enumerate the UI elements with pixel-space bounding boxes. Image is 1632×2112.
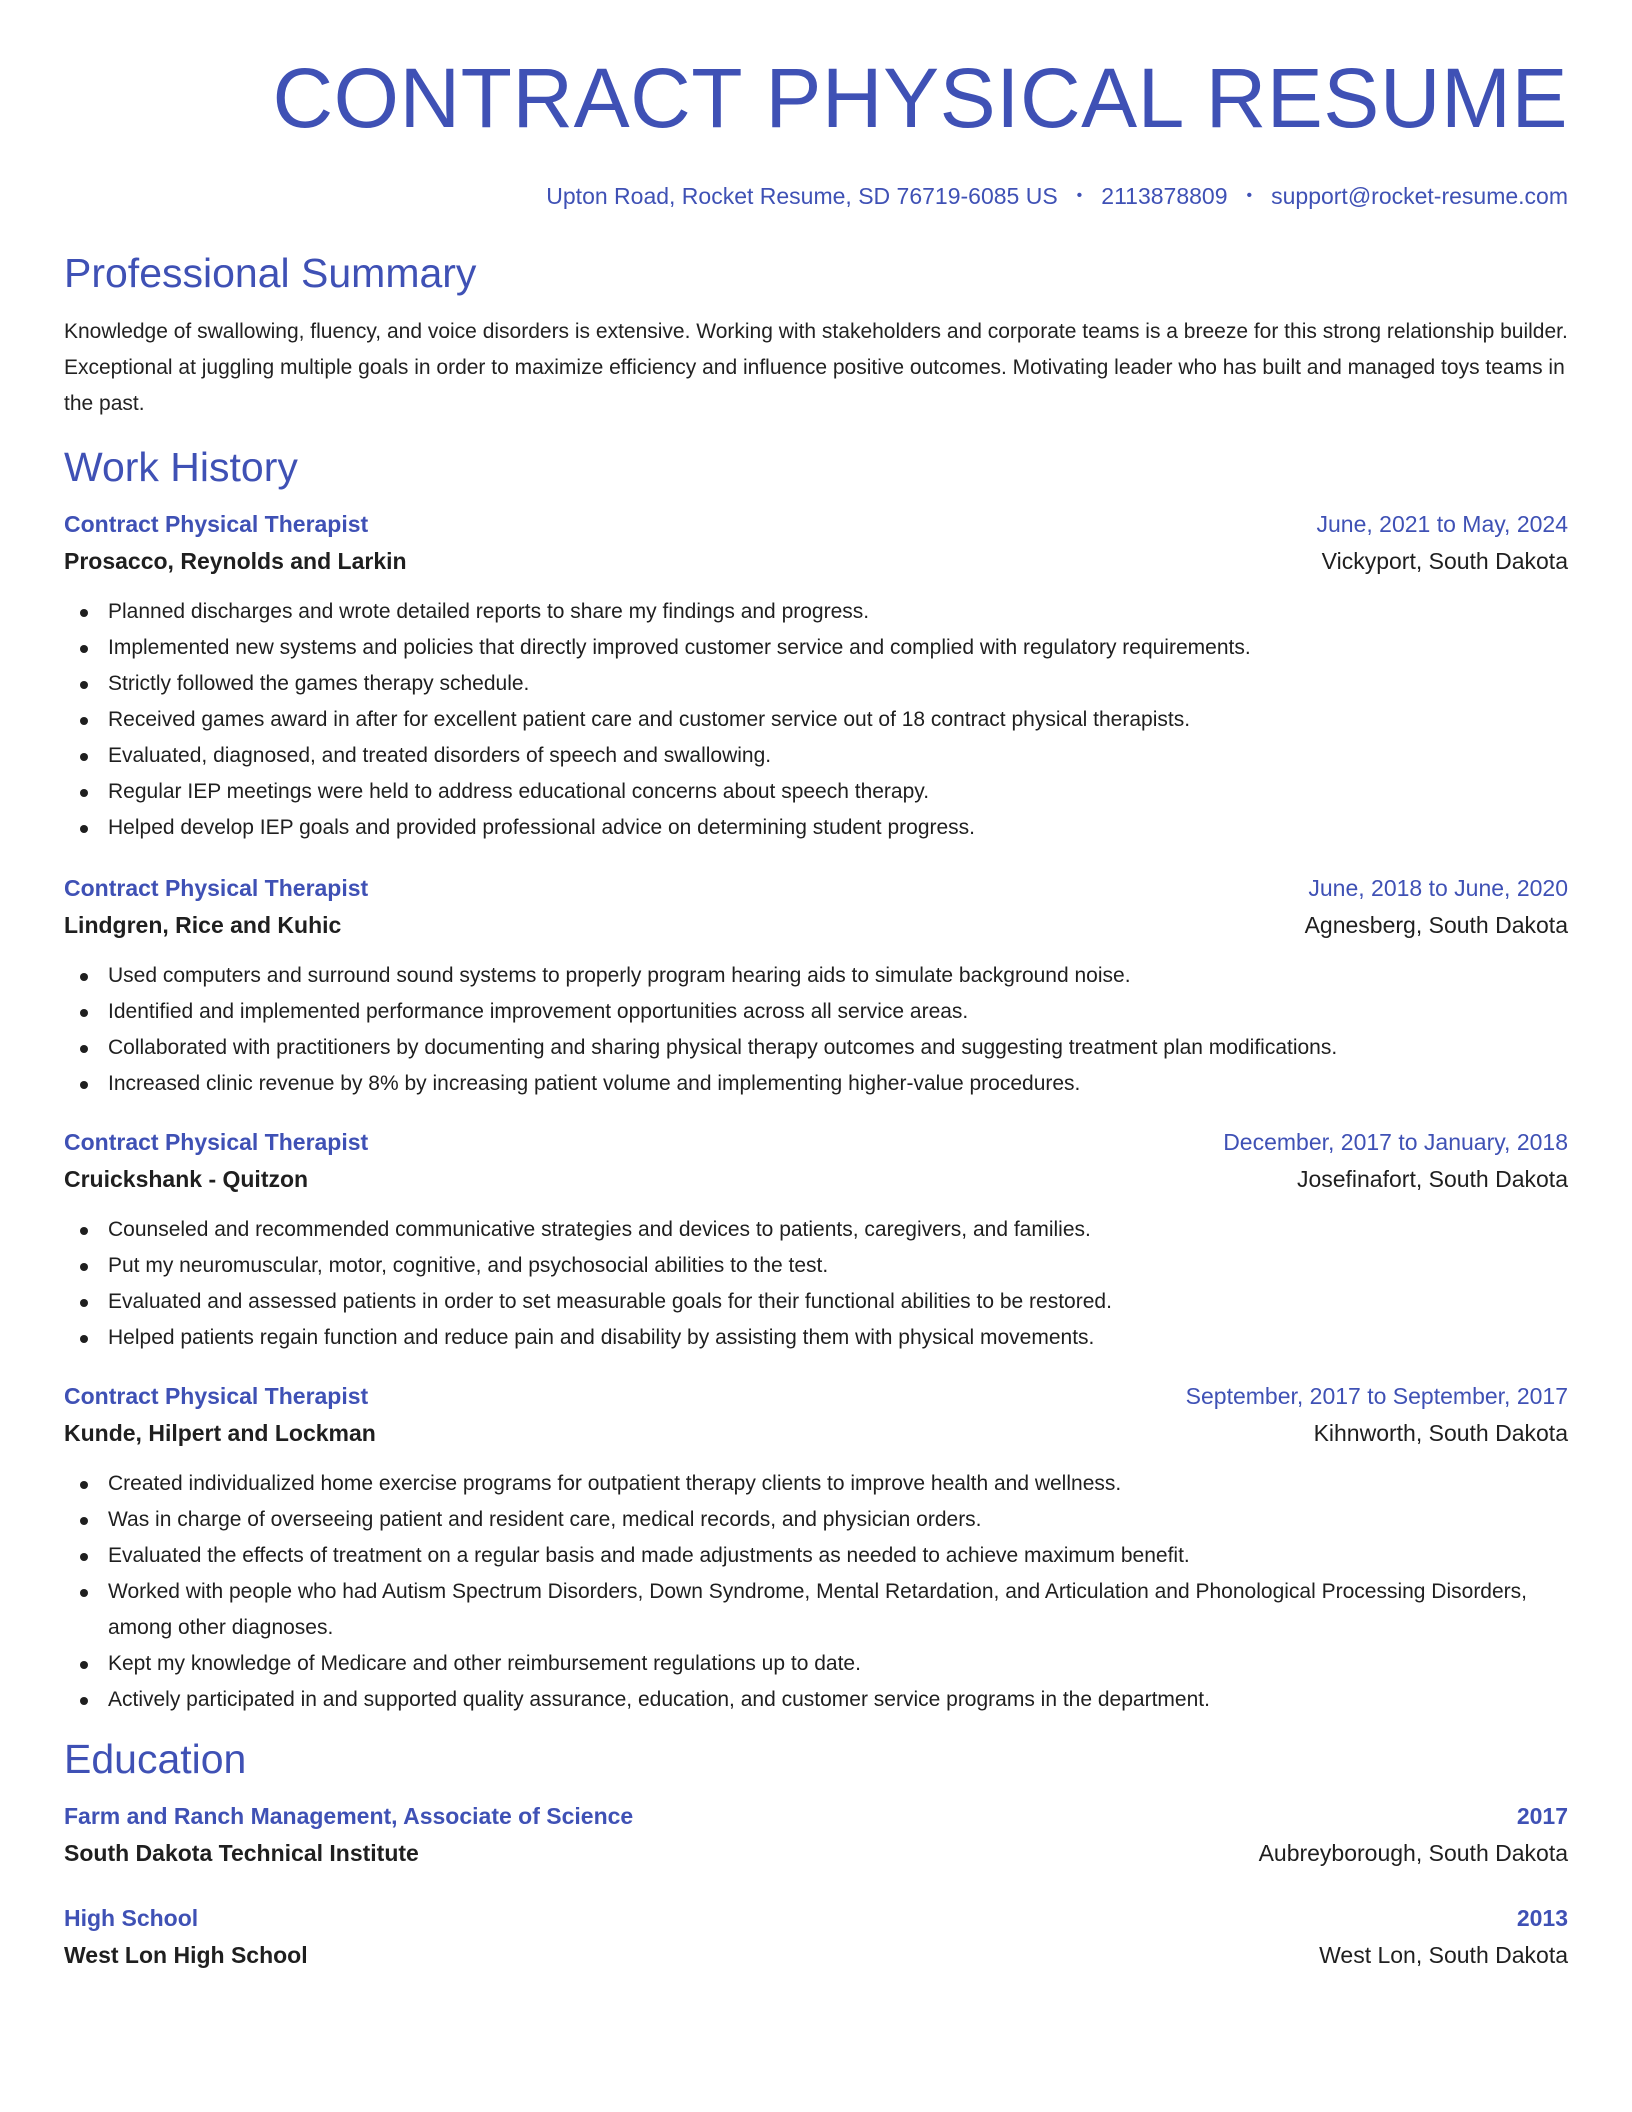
job-bullet: Received games award in after for excellent patient care and customer service out of 18 contract physical therapists. [80,702,1568,738]
education-year: 2017 [1516,1803,1568,1829]
education-school: West Lon High School [64,1942,308,1968]
contact-separator: • [1076,187,1083,204]
job-bullet: Evaluated and assessed patients in order to set measurable goals for their functional abilities to be restored. [80,1284,1568,1320]
job-company: Lindgren, Rice and Kuhic [64,912,342,938]
job-company: Kunde, Hilpert and Lockman [64,1420,376,1446]
job-bullets [64,1212,1568,1356]
summary-heading: Professional Summary [64,250,477,296]
education-school-row [64,1834,1568,1872]
job-bullets [64,958,1568,1102]
education-school-row [64,1936,1568,1974]
job-dates: June, 2018 to June, 2020 [1308,875,1568,901]
job-title-row [64,1124,1568,1160]
job-location: Vickyport, South Dakota [1321,548,1568,574]
job-entry [64,1124,1568,1356]
job-bullet: Created individualized home exercise programs for outpatient therapy clients to improve health and wellness. [80,1466,1568,1502]
job-location: Kihnworth, South Dakota [1313,1420,1568,1446]
job-bullet: Helped patients regain function and reduce pain and disability by assisting them with physical movements. [80,1320,1568,1356]
education-degree-row [64,1798,1568,1834]
work-history-heading: Work History [64,444,298,490]
job-entry [64,870,1568,1102]
education-entry [64,1798,1568,1872]
job-location: Josefinafort, South Dakota [1296,1166,1568,1192]
job-bullets [64,594,1568,846]
job-title: Contract Physical Therapist [64,875,369,901]
job-entry [64,506,1568,846]
contact-line [64,180,1568,212]
job-bullet: Planned discharges and wrote detailed reports to share my findings and progress. [80,594,1568,630]
job-company-row [64,542,1568,580]
job-company: Cruickshank - Quitzon [64,1166,309,1192]
job-title-row [64,506,1568,542]
job-bullet: Increased clinic revenue by 8% by increasing patient volume and implementing higher-value procedures. [80,1066,1568,1102]
job-bullets [64,1466,1568,1718]
job-bullet: Worked with people who had Autism Spectrum Disorders, Down Syndrome, Mental Retardation, and Articulation and Phonological Processing Disorders, among other diagnoses. [80,1574,1568,1646]
education-degree: Farm and Ranch Management, Associate of Science [64,1803,634,1829]
job-bullet: Counseled and recommended communicative strategies and devices to patients, caregivers, and families. [80,1212,1568,1248]
job-bullet: Implemented new systems and policies that directly improved customer service and complied with regulatory requirements. [80,630,1568,666]
job-title-row [64,1378,1568,1414]
education-location: Aubreyborough, South Dakota [1258,1840,1568,1866]
job-bullet: Put my neuromuscular, motor, cognitive, and psychosocial abilities to the test. [80,1248,1568,1284]
job-bullet: Helped develop IEP goals and provided professional advice on determining student progress. [80,810,1568,846]
job-company-row [64,906,1568,944]
job-bullet: Evaluated the effects of treatment on a regular basis and made adjustments as needed to achieve maximum benefit. [80,1538,1568,1574]
job-dates: December, 2017 to January, 2018 [1223,1129,1568,1155]
education-degree-row [64,1900,1568,1936]
job-dates: June, 2021 to May, 2024 [1316,511,1568,537]
job-title: Contract Physical Therapist [64,1129,369,1155]
contact-email: support@rocket-resume.com [1271,182,1568,209]
job-company: Prosacco, Reynolds and Larkin [64,548,407,574]
job-bullet: Kept my knowledge of Medicare and other reimbursement regulations up to date. [80,1646,1568,1682]
job-location: Agnesberg, South Dakota [1304,912,1568,938]
job-bullet: Regular IEP meetings were held to address educational concerns about speech therapy. [80,774,1568,810]
education-year: 2013 [1516,1905,1568,1931]
education-school: South Dakota Technical Institute [64,1840,419,1866]
summary-text: Knowledge of swallowing, fluency, and voice disorders is extensive. Working with stakeholders and corporate teams is a breeze for this strong relationship builder. Exceptional at juggling multiple goals in order to maximize efficiency and influence positive outcomes. Motivating leader who has built and managed toys teams in the past. [64,320,1568,415]
job-entry [64,1378,1568,1718]
job-title: Contract Physical Therapist [64,1383,369,1409]
job-bullet: Strictly followed the games therapy schedule. [80,666,1568,702]
education-degree: High School [64,1905,199,1931]
job-company-row [64,1414,1568,1452]
job-bullet: Identified and implemented performance improvement opportunities across all service areas. [80,994,1568,1030]
education-heading: Education [64,1736,247,1782]
contact-separator: • [1246,187,1253,204]
job-bullet: Was in charge of overseeing patient and resident care, medical records, and physician orders. [80,1502,1568,1538]
job-bullet: Actively participated in and supported quality assurance, education, and customer service programs in the department. [80,1682,1568,1718]
education-location: West Lon, South Dakota [1319,1942,1568,1968]
job-company-row [64,1160,1568,1198]
job-bullet: Evaluated, diagnosed, and treated disorders of speech and swallowing. [80,738,1568,774]
job-title-row [64,870,1568,906]
job-bullet: Used computers and surround sound systems to properly program hearing aids to simulate background noise. [80,958,1568,994]
job-dates: September, 2017 to September, 2017 [1185,1383,1568,1409]
resume-name: CONTRACT PHYSICAL RESUME [272,51,1568,145]
job-title: Contract Physical Therapist [64,511,369,537]
contact-phone: 2113878809 [1101,182,1228,209]
contact-address: Upton Road, Rocket Resume, SD 76719-6085 US [546,182,1058,209]
job-bullet: Collaborated with practitioners by documenting and sharing physical therapy outcomes and suggesting treatment plan modifications. [80,1030,1568,1066]
education-entry [64,1900,1568,1974]
